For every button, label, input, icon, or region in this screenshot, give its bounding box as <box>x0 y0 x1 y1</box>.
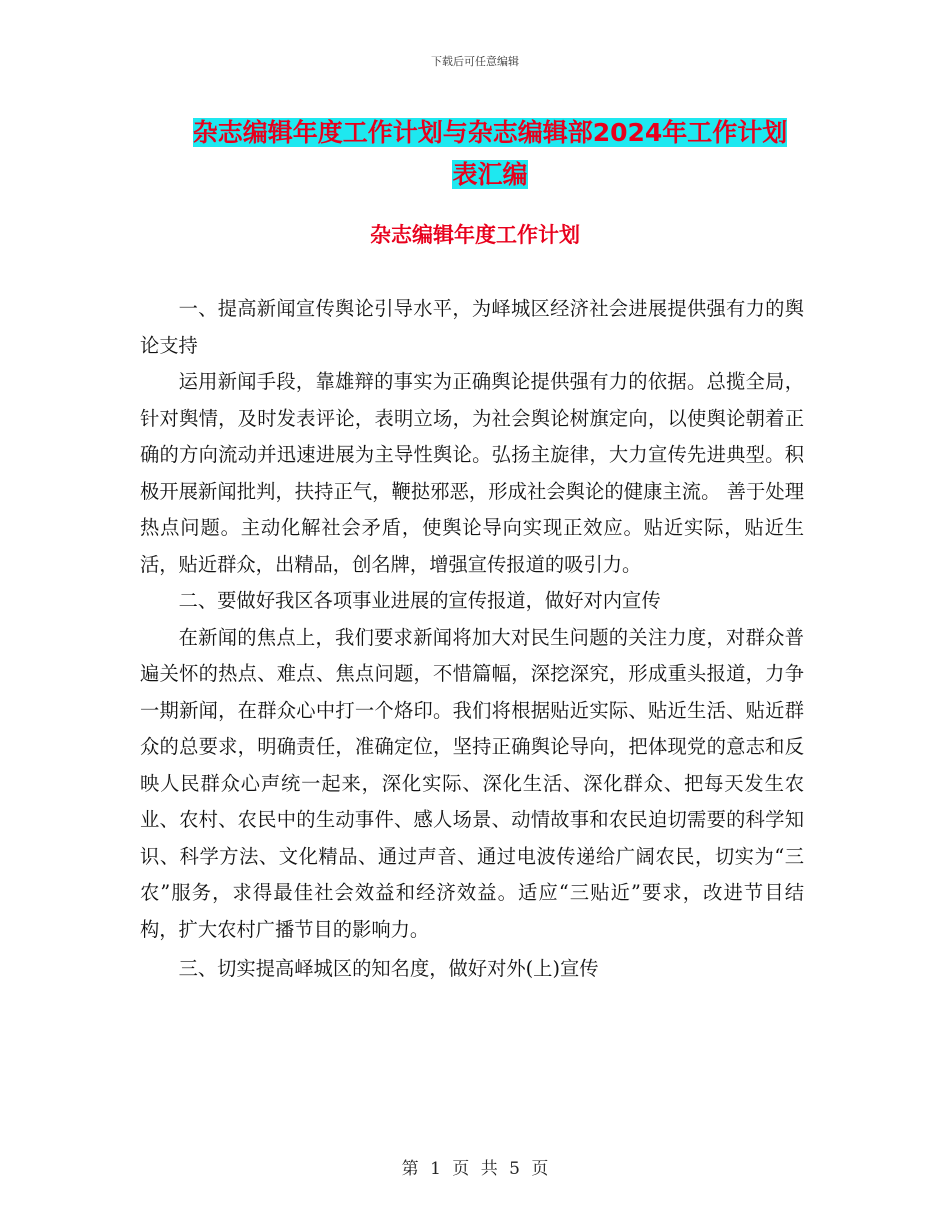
page-number: 第 1 页 共 5 页 <box>401 1159 549 1179</box>
section-title: 杂志编辑年度工作计划 <box>370 223 580 247</box>
document-title <box>140 112 840 196</box>
document-title-line-2: 表汇编 <box>452 160 528 189</box>
paragraph-1: 运用新闻手段，靠雄辩的事实为正确舆论提供强有力的依据。总揽全局，针对舆情，及时发表评论，表明立场，为社会舆论树旗定向，以使舆论朝着正确的方向流动并迅速进展为主导性舆论。弘扬主旋律，大力宣传先进典型。积极开展新闻批判，扶持正气，鞭挞邪恶，形成社会舆论的健康主流。 善于处理热点问题。主动化解社会矛盾，使舆论导向实现正效应。贴近实际，贴近生活，贴近群众，出精品，创名牌，增强宣传报道的吸引力。 <box>140 370 804 576</box>
heading-1: 一、提高新闻宣传舆论引导水平，为峄城区经济社会进展提供强有力的舆论支持 <box>140 297 804 357</box>
document-body <box>140 291 804 988</box>
paragraph-2: 在新闻的焦点上，我们要求新闻将加大对民生问题的关注力度，对群众普遍关怀的热点、难点、焦点问题，不惜篇幅，深挖深究，形成重头报道，力争一期新闻，在群众心中打一个烙印。我们将根据贴近实际、贴近生活、贴近群众的总要求，明确责任，准确定位，坚持正确舆论导向，把体现党的意志和反映人民群众心声统一起来，深化实际、深化生活、深化群众、把每天发生农业、农村、农民中的生动事件、感人场景、动情故事和农民迫切需要的科学知识、科学方法、文化精品、通过声音、通过电波传递给广阔农民，切实为“三农”服务，求得最佳社会效益和经济效益。适应“三贴近”要求，改进节目结构，扩大农村广播节目的影响力。 <box>140 625 804 941</box>
heading-2: 二、要做好我区各项事业进展的宣传报道，做好对内宣传 <box>178 589 661 612</box>
heading-3: 三、切实提高峄城区的知名度，做好对外(上)宣传 <box>178 957 599 980</box>
document-title-line-1: 杂志编辑年度工作计划与杂志编辑部2024年工作计划 <box>192 118 788 147</box>
header-note: 下载后可任意编辑 <box>431 55 519 68</box>
